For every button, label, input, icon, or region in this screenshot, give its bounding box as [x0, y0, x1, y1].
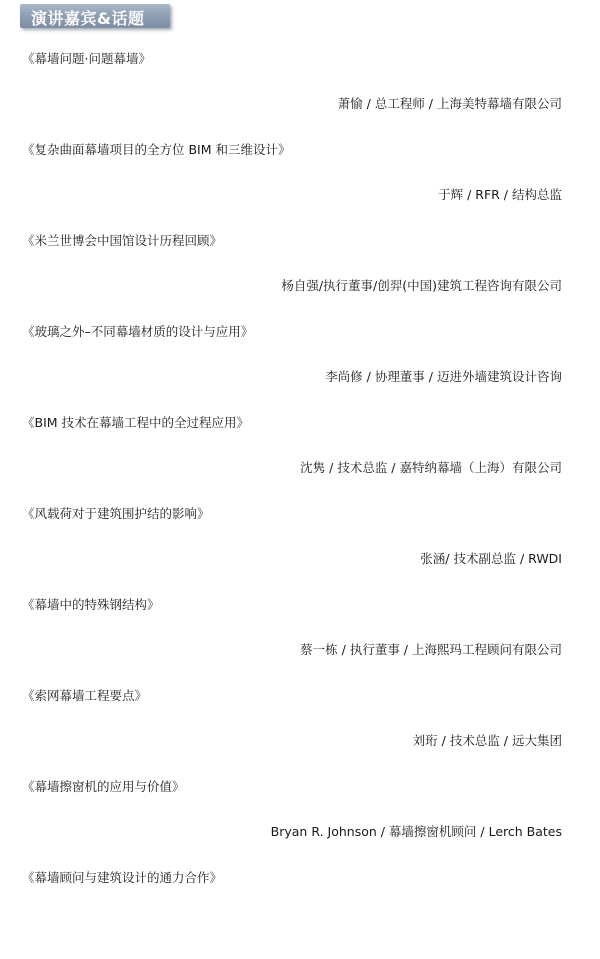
- talk-speaker: 萧愉 / 总工程师 / 上海美特幕墙有限公司: [337, 96, 562, 111]
- talk-speaker: 刘珩 / 技术总监 / 远大集团: [412, 733, 562, 748]
- talk-item: [0, 777, 600, 868]
- talk-speaker: 沈隽 / 技术总监 / 嘉特纳幕墙（上海）有限公司: [300, 460, 562, 475]
- talk-speaker: 于辉 / RFR / 结构总监: [438, 187, 562, 202]
- talk-item: [0, 140, 600, 231]
- talk-speaker: 蔡一栋 / 执行董事 / 上海熙玛工程顾问有限公司: [300, 642, 562, 657]
- section-header-title: 演讲嘉宾&话题: [31, 9, 145, 28]
- talk-speaker: 杨自强/执行董事/创羿(中国)建筑工程咨询有限公司: [281, 278, 562, 293]
- section-header-banner: [20, 4, 170, 28]
- talk-speaker: Bryan R. Johnson / 幕墙擦窗机顾问 / Lerch Bates: [270, 824, 562, 839]
- talk-title: 《米兰世博会中国馆设计历程回顾》: [22, 233, 223, 248]
- talk-list: [0, 49, 600, 959]
- talk-item: [0, 504, 600, 595]
- talk-title: 《幕墙问题·问题幕墙》: [22, 51, 151, 66]
- talk-title: 《索网幕墙工程要点》: [22, 688, 148, 703]
- talk-item: [0, 231, 600, 322]
- talk-item: [0, 868, 600, 959]
- talk-item: [0, 686, 600, 777]
- talk-item: [0, 322, 600, 413]
- talk-title: 《复杂曲面幕墙项目的全方位 BIM 和三维设计》: [22, 142, 291, 157]
- talk-item: [0, 595, 600, 686]
- talk-speaker: 张涵/ 技术副总监 / RWDI: [420, 551, 562, 566]
- talk-title: 《幕墙擦窗机的应用与价值》: [22, 779, 185, 794]
- talk-title: 《幕墙中的特殊钢结构》: [22, 597, 160, 612]
- talk-title: 《玻璃之外–不同幕墙材质的设计与应用》: [22, 324, 254, 339]
- talk-title: 《BIM 技术在幕墙工程中的全过程应用》: [22, 415, 250, 430]
- talk-speaker: 李尚修 / 协理董事 / 迈进外墙建筑设计咨询: [325, 369, 562, 384]
- talk-title: 《幕墙顾问与建筑设计的通力合作》: [22, 870, 223, 885]
- talk-item: [0, 413, 600, 504]
- talk-title: 《风载荷对于建筑围护结的影响》: [22, 506, 210, 521]
- talk-item: [0, 49, 600, 140]
